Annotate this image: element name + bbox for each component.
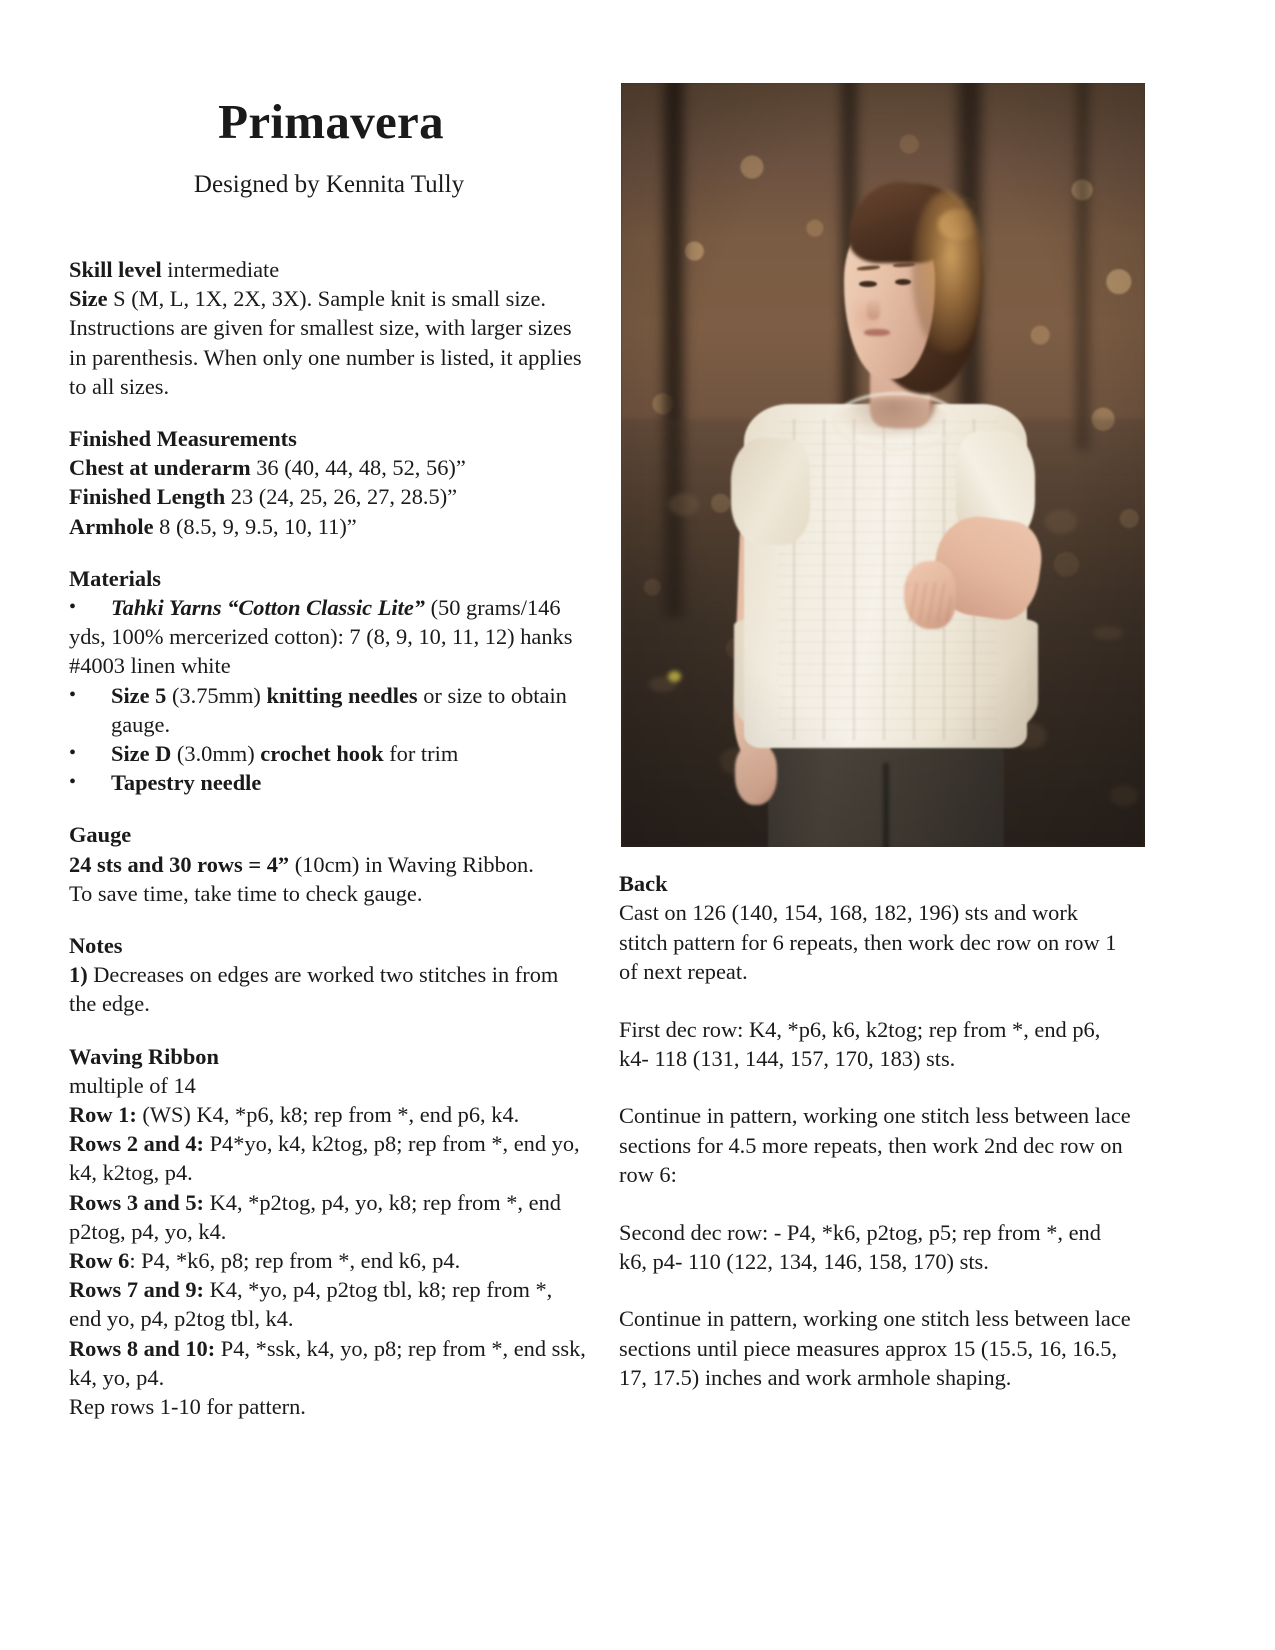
row-instruction [69,1246,589,1275]
model-left-hand [735,744,777,805]
model-mouth [864,329,890,336]
model-photo [621,83,1145,847]
back-heading: Back [619,871,668,896]
gauge-block [69,820,589,908]
materials-heading: Materials [69,565,162,591]
length-label: Finished Length [69,484,226,510]
hook-note: for trim [383,740,459,766]
chest-label: Chest at underarm [69,455,251,481]
model-hair-wisp [938,209,980,240]
yarn-brand: Tahki Yarns “Cotton Classic Lite” [111,594,425,620]
armhole-measurement-line [69,512,589,541]
sweater-neckline-rim [833,392,960,451]
chest-value: 36 (40, 44, 48, 52, 56)” [250,455,466,481]
length-value: 23 (24, 25, 26, 27, 28.5)” [225,484,458,510]
needle-size: Size 5 [111,682,167,708]
row-label: Rows 2 and 4: [69,1131,204,1157]
size-label: Size [69,286,108,312]
continue-pattern-paragraph-1: Continue in pattern, working one stitch less between lace sections for 4.5 more repeats, then work 2nd dec row on row 6: [619,1103,1131,1188]
armhole-label: Armhole [69,513,154,539]
row-instruction [69,1275,589,1333]
left-column [69,96,589,1421]
list-item [69,768,589,797]
tapestry-needle-label: Tapestry needle [111,770,262,796]
gauge-advice: To save time, take time to check gauge. [69,880,423,906]
gauge-detail: (10cm) in Waving Ribbon. [289,851,534,877]
needle-note: or size to obtain gauge. [111,682,567,737]
size-value: S (M, L, 1X, 2X, 3X). Sample knit is small size. Instructions are given for smallest size, with larger sizes in parenthesis. When only one number is listed, it applies to all sizes. [69,286,582,399]
row-text: : P4, *k6, p8; rep from *, end k6, p4. [129,1248,461,1274]
row-instruction [69,1188,589,1246]
needle-mm: (3.75mm) [166,682,267,708]
gauge-heading: Gauge [69,822,132,848]
sweater-left-sleeve [731,438,810,545]
armhole-value: 8 (8.5, 9, 9.5, 10, 11)” [153,513,357,539]
chest-measurement-line [69,453,589,482]
bullet-icon [69,739,111,768]
materials-block [69,564,589,798]
row-label: Rows 7 and 9: [69,1277,204,1303]
needles-item [111,681,589,739]
page-title: Primavera [218,94,444,149]
right-column [619,869,1132,1393]
list-item [69,681,589,739]
finished-measurements-heading: Finished Measurements [69,425,297,451]
row-instruction [69,1334,589,1392]
hook-mm: (3.0mm) [171,740,261,766]
trouser-seam [883,763,889,847]
designer-byline: Designed by Kennita Tully [193,171,465,199]
gauge-line [69,850,589,879]
row-label: Row 1: [69,1102,137,1128]
model-figure [621,83,1145,847]
skill-level-label: Skill level [69,256,162,282]
bullet-icon [69,768,111,797]
row-text: (WS) K4, *p6, k8; rep from *, end p6, k4. [136,1102,520,1128]
hook-size: Size D [111,740,172,766]
note-text: Decreases on edges are worked two stitches in from the edge. [69,962,559,1017]
tapestry-needle-item [111,768,589,797]
continue-pattern-paragraph-2: Continue in pattern, working one stitch less between lace sections until piece measures approx 15 (15.5, 16, 16.5, 17, 17.5) inches and work armhole shaping. [619,1306,1131,1391]
waving-ribbon-multiple: multiple of 14 [69,1072,196,1098]
model-eye [895,279,912,285]
row-instruction [69,1129,589,1187]
length-measurement-line [69,482,589,511]
size-line [69,284,589,401]
first-dec-row-paragraph: First dec row: K4, *p6, k6, k2tog; rep from *, end p6, k4- 118 (131, 144, 157, 170, 183) sts. [619,1016,1101,1072]
back-cast-on-text: Cast on 126 (140, 154, 168, 182, 196) sts and work stitch pattern for 6 repeats, then work dec row on row 1 of next repeat. [619,900,1117,985]
hook-type: crochet hook [260,740,384,766]
skill-level-value: intermediate [161,256,280,282]
waving-ribbon-heading: Waving Ribbon [69,1043,219,1069]
waving-ribbon-block [69,1042,589,1422]
model-nose [867,298,880,319]
skill-and-size-block [69,255,589,401]
materials-list [69,593,589,797]
finished-measurements-block [69,424,589,541]
row-instruction [69,1100,589,1129]
row-text: K4, *p2tog, p4, yo, k8; rep from *, end p2tog, p4, yo, k4. [69,1189,561,1244]
note-item [69,960,589,1018]
waving-ribbon-closing: Rep rows 1-10 for pattern. [69,1394,306,1420]
bullet-icon [69,681,111,710]
needle-type: knitting needles [266,682,418,708]
hook-item [111,739,589,768]
yarn-item [69,595,572,678]
bullet-icon [69,593,111,622]
second-dec-row-paragraph: Second dec row: - P4, *k6, p2tog, p5; rep from *, end k6, p4- 110 (122, 134, 146, 158, 170) sts. [619,1219,1101,1275]
list-item [69,739,589,768]
notes-block [69,931,589,1019]
gauge-value: 24 sts and 30 rows = 4” [69,851,290,877]
row-label: Rows 8 and 10: [69,1335,216,1361]
note-number: 1) [69,962,88,988]
row-label: Rows 3 and 5: [69,1189,204,1215]
skill-level-line [69,255,589,284]
back-section [619,869,1132,987]
row-text: P4, *ssk, k4, yo, p8; rep from *, end ssk, k4, yo, p4. [69,1335,586,1390]
yarn-details: (50 grams/146 yds, 100% mercerized cotton): 7 (8, 9, 10, 11, 12) hanks #4003 linen white [69,594,573,679]
model-fingers [907,583,952,621]
notes-heading: Notes [69,933,123,958]
list-item [69,593,589,681]
row-label: Row 6 [69,1248,130,1274]
row-text: K4, *yo, p4, p2tog tbl, k8; rep from *, end yo, p4, p2tog tbl, k4. [69,1277,553,1332]
row-text: P4*yo, k4, k2tog, p8; rep from *, end yo, k4, k2tog, p4. [69,1131,580,1186]
